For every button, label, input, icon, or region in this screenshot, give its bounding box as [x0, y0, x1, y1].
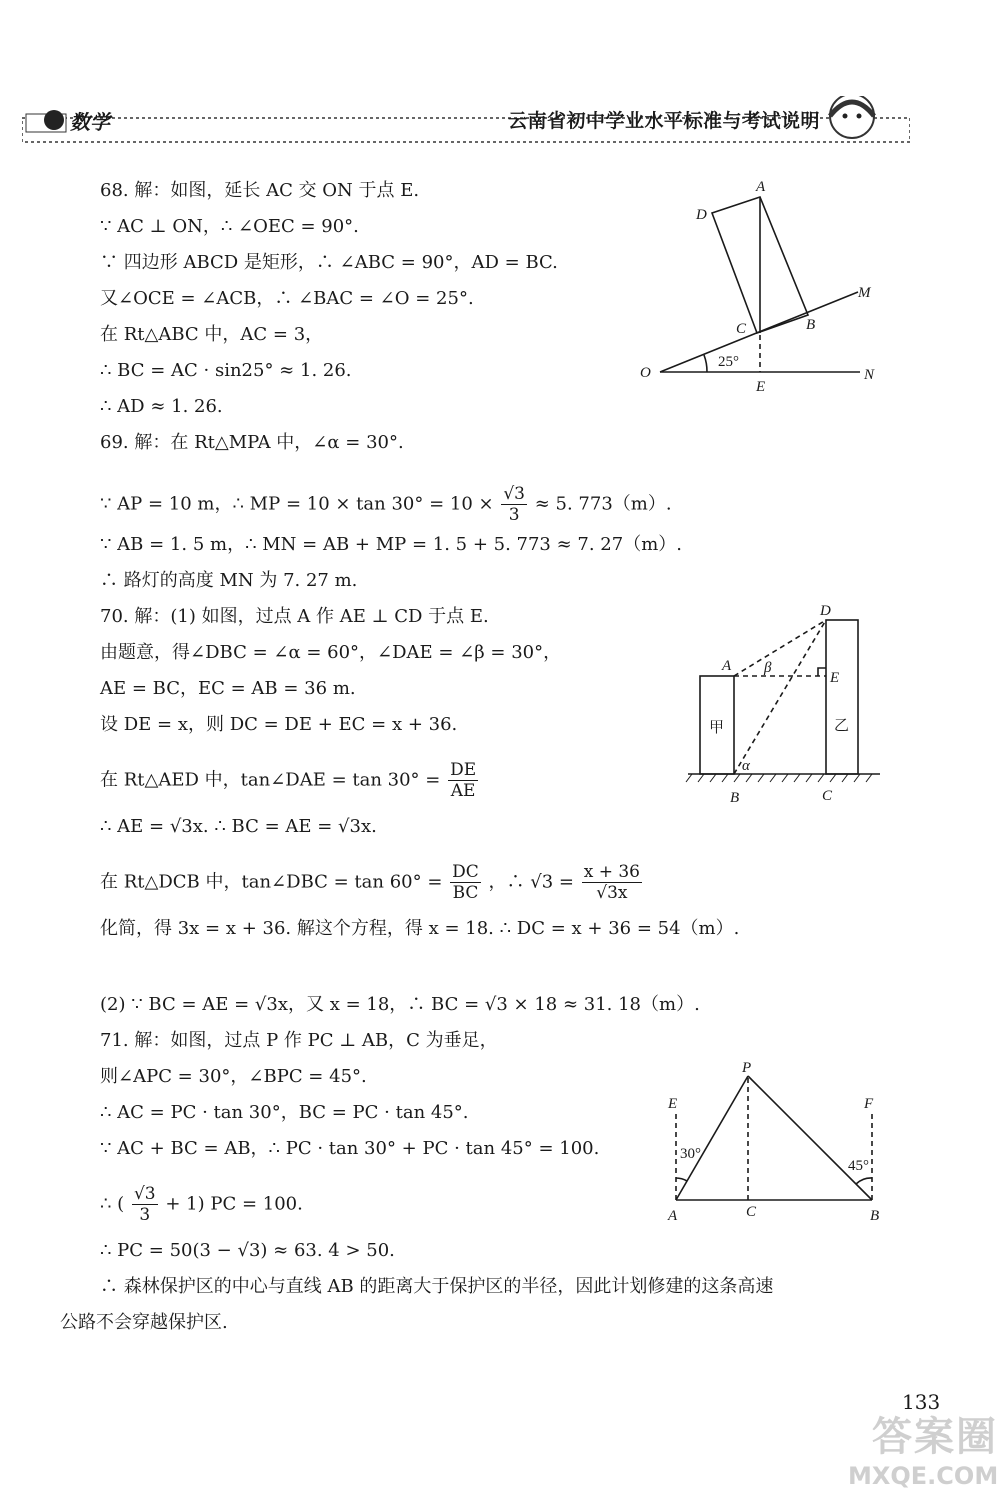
text-line: ∵ 四边形 ABCD 是矩形，∴ ∠ABC = 90°，AD = BC.: [100, 252, 558, 273]
fraction-numerator: √3: [133, 1184, 156, 1204]
text-segment: + 1): [165, 1193, 205, 1215]
angle-label: 25°: [718, 354, 739, 370]
label-D: D: [696, 207, 707, 223]
label-C: C: [746, 1204, 757, 1220]
text-line: 70. 解：(1) 如图，过点 A 作 AE ⊥ CD 于点 E.: [100, 606, 489, 627]
text-line: 化简，得 3x = x + 36. 解这个方程，得 x = 18. ∴ DC = x + 36 = 54（m）.: [100, 918, 740, 939]
text-segment: ∴ (: [100, 1193, 125, 1215]
label-B: B: [730, 790, 740, 806]
watermark: [848, 1405, 999, 1490]
text-line: 则∠APC = 30°，∠BPC = 45°.: [100, 1066, 367, 1087]
text-line: ∵ AC ⊥ ON，∴ ∠OEC = 90°.: [100, 216, 359, 237]
text-segment: 在 Rt△AED 中，tan∠DAE = tan 30° =: [100, 769, 441, 791]
fraction-denominator: √3x: [596, 883, 628, 903]
label-yi: 乙: [834, 718, 850, 734]
text-line: AE = BC，EC = AB = 36 m.: [100, 678, 356, 699]
text-segment: PC = 100.: [210, 1193, 303, 1215]
text-line: 由题意，得∠DBC = ∠α = 60°，∠DAE = ∠β = 30°，: [100, 642, 562, 663]
label-M: M: [858, 285, 871, 301]
text-line: ∴ 路灯的高度 MN 为 7. 27 m.: [100, 570, 358, 591]
label-E: E: [756, 379, 766, 395]
watermark-logo: 答案圈: [872, 1414, 998, 1460]
text-segment: ∵ AP = 10 m，∴ MP = 10 × tan 30° = 10 ×: [100, 493, 494, 515]
fraction-numerator: √3: [503, 484, 525, 504]
figure-71: [660, 1058, 890, 1228]
text-segment: ，∴ √3 =: [488, 871, 574, 893]
text-line: 设 DE = x，则 DC = DE + EC = x + 36.: [100, 714, 458, 735]
text-line: ∴ AC = PC · tan 30°，BC = PC · tan 45°.: [100, 1102, 469, 1123]
text-line: 在 Rt△ABC 中，AC = 3，: [100, 324, 324, 345]
label-F: F: [864, 1096, 874, 1112]
fraction: [450, 862, 481, 903]
label-B: B: [806, 317, 816, 333]
page-number: 133: [902, 1390, 941, 1414]
label-B: B: [870, 1208, 880, 1224]
fraction-denominator: AE: [450, 781, 476, 801]
label-C: C: [736, 321, 747, 337]
label-O: O: [640, 365, 651, 381]
text-line: 又∠OCE = ∠ACB，∴ ∠BAC = ∠O = 25°.: [100, 288, 474, 309]
label-A: A: [668, 1208, 678, 1224]
text-line: 71. 解：如图，过点 P 作 PC ⊥ AB，C 为垂足，: [100, 1030, 498, 1051]
label-alpha: α: [742, 758, 750, 774]
label-E: E: [830, 670, 840, 686]
label-D: D: [820, 603, 831, 619]
label-P: P: [742, 1060, 752, 1076]
text-line: ∴ PC = 50(3 − √3) ≈ 63. 4 > 50.: [100, 1240, 395, 1261]
label-beta: β: [764, 660, 772, 676]
text-line: ∴ AE = √3x. ∴ BC = AE = √3x.: [100, 816, 377, 837]
text-line: 68. 解：如图，延长 AC 交 ON 于点 E.: [100, 180, 420, 201]
header-subject: 数学: [70, 110, 110, 134]
fraction-numerator: x + 36: [583, 862, 640, 882]
label-jia: 甲: [709, 720, 725, 736]
angle-30: 30°: [680, 1146, 701, 1162]
label-C: C: [822, 788, 833, 804]
text-line: ∴ 森林保护区的中心与直线 AB 的距离大于保护区的半径，因此计划修建的这条高速: [100, 1276, 774, 1297]
fraction: [582, 862, 642, 903]
text-line: ∵ AC + BC = AB，∴ PC · tan 30° + PC · tan 45° = 100.: [100, 1138, 600, 1159]
page-header: [22, 96, 910, 146]
figure-70: [680, 600, 900, 810]
text-line: 公路不会穿越保护区.: [60, 1312, 228, 1333]
text-segment: 在 Rt△DCB 中，tan∠DBC = tan 60° =: [100, 871, 443, 893]
figure-68: [630, 175, 890, 400]
text-segment: ≈ 5. 773（m）.: [534, 493, 672, 515]
label-N: N: [864, 367, 875, 383]
text-line: 69. 解：在 Rt△MPA 中，∠α = 30°.: [100, 432, 404, 453]
label-A: A: [756, 179, 766, 195]
label-A: A: [722, 658, 732, 674]
fraction-denominator: BC: [452, 883, 479, 903]
text-line: (2) ∵ BC = AE = √3x，又 x = 18，∴ BC = √3 × 18 ≈ 31. 18（m）.: [100, 994, 700, 1015]
fraction-numerator: DC: [452, 862, 479, 882]
equation-line: [100, 862, 644, 903]
fraction: [501, 484, 527, 525]
fraction-denominator: 3: [139, 1205, 151, 1225]
text-line: ∴ BC = AC · sin25° ≈ 1. 26.: [100, 360, 352, 381]
watermark-url: MXQE.COM: [848, 1462, 999, 1490]
fraction: [132, 1184, 158, 1225]
fraction: [448, 760, 478, 801]
fraction-numerator: DE: [450, 760, 477, 780]
text-line: ∴ AD ≈ 1. 26.: [100, 396, 223, 417]
label-E: E: [668, 1096, 678, 1112]
equation-line: [100, 760, 480, 801]
equation-line: [100, 484, 672, 525]
angle-45: 45°: [848, 1158, 869, 1174]
fraction-denominator: 3: [508, 505, 520, 525]
text-line: ∵ AB = 1. 5 m，∴ MN = AB + MP = 1. 5 + 5. 773 ≈ 7. 27（m）.: [100, 534, 683, 555]
equation-line: [100, 1184, 303, 1225]
header-book-title: 云南省初中学业水平标准与考试说明: [507, 110, 820, 132]
